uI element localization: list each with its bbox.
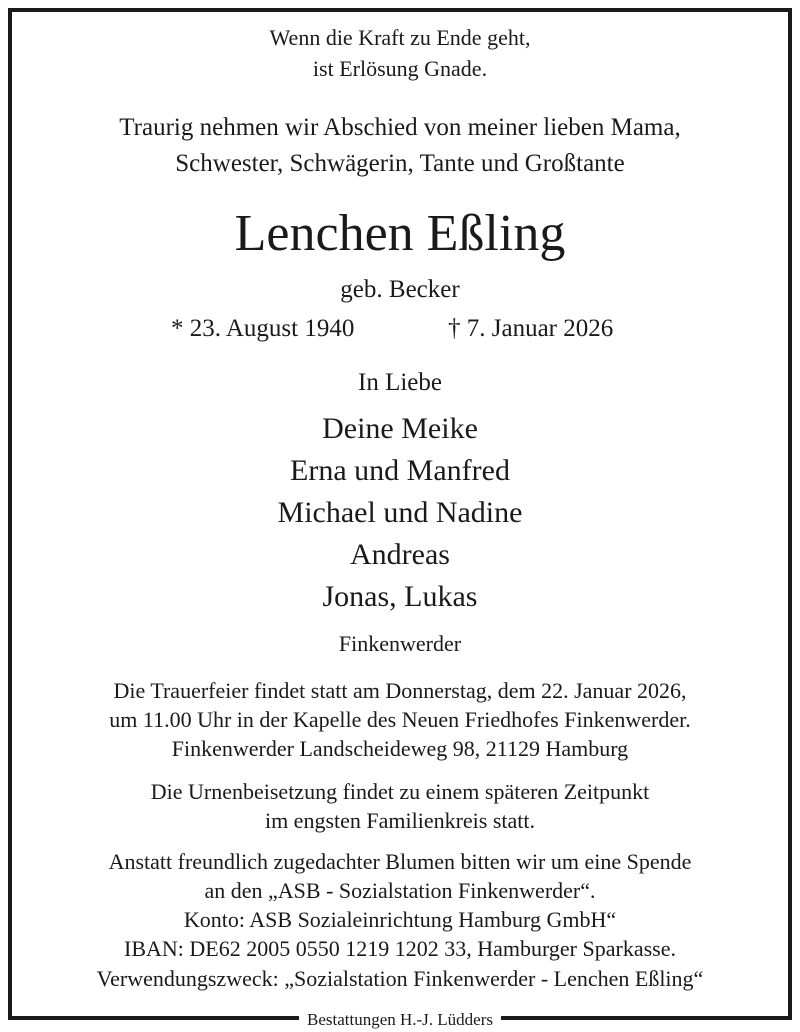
donation-line-5: Verwendungszweck: „Sozialstation Finkenwerder - Lenchen Eßling“ [96, 966, 704, 991]
in-love-line: In Liebe [358, 369, 442, 396]
donation-line-4: IBAN: DE62 2005 0550 1219 1202 33, Hamburger Sparkasse. [124, 936, 676, 961]
death-date: † 7. Januar 2026 [448, 315, 614, 342]
mourner-2: Erna und Manfred [290, 454, 510, 487]
donation-line-2: an den „ASB - Sozialstation Finkenwerder“. [204, 878, 596, 903]
burial-line-2: im engsten Familienkreis statt. [264, 808, 536, 833]
motto-line-1: Wenn die Kraft zu Ende geht, [269, 25, 531, 50]
mourner-4: Andreas [350, 538, 450, 571]
intro-line-1: Traurig nehmen wir Abschied von meiner lieben Mama, [119, 114, 681, 141]
mourner-3: Michael und Nadine [277, 496, 523, 529]
birth-name: geb. Becker [340, 276, 460, 303]
deceased-name: Lenchen Eßling [234, 205, 566, 262]
service-line-1: Die Trauerfeier findet statt am Donnerstag, dem 22. Januar 2026, [113, 678, 687, 703]
donation-line-1: Anstatt freundlich zugedachter Blumen bitten wir um eine Spende [108, 849, 692, 874]
motto-line-2: ist Erlösung Gnade. [312, 56, 488, 81]
burial-line-1: Die Urnenbeisetzung findet zu einem späteren Zeitpunkt [150, 779, 650, 804]
mourner-1: Deine Meike [322, 412, 478, 445]
life-dates [0, 316, 800, 346]
place-line: Finkenwerder [338, 631, 462, 656]
donation-line-3: Konto: ASB Sozialeinrichtung Hamburg GmbH“ [183, 907, 617, 932]
undertaker-credit: Bestattungen H.-J. Lüdders [299, 1010, 501, 1030]
footer [0, 1010, 800, 1032]
service-line-2: um 11.00 Uhr in der Kapelle des Neuen Friedhofes Finkenwerder. [109, 707, 691, 732]
intro-line-2: Schwester, Schwägerin, Tante und Großtante [175, 150, 625, 177]
service-line-3: Finkenwerder Landscheideweg 98, 21129 Hamburg [171, 736, 629, 761]
mourner-5: Jonas, Lukas [322, 580, 478, 613]
birth-date: * 23. August 1940 [171, 315, 355, 342]
